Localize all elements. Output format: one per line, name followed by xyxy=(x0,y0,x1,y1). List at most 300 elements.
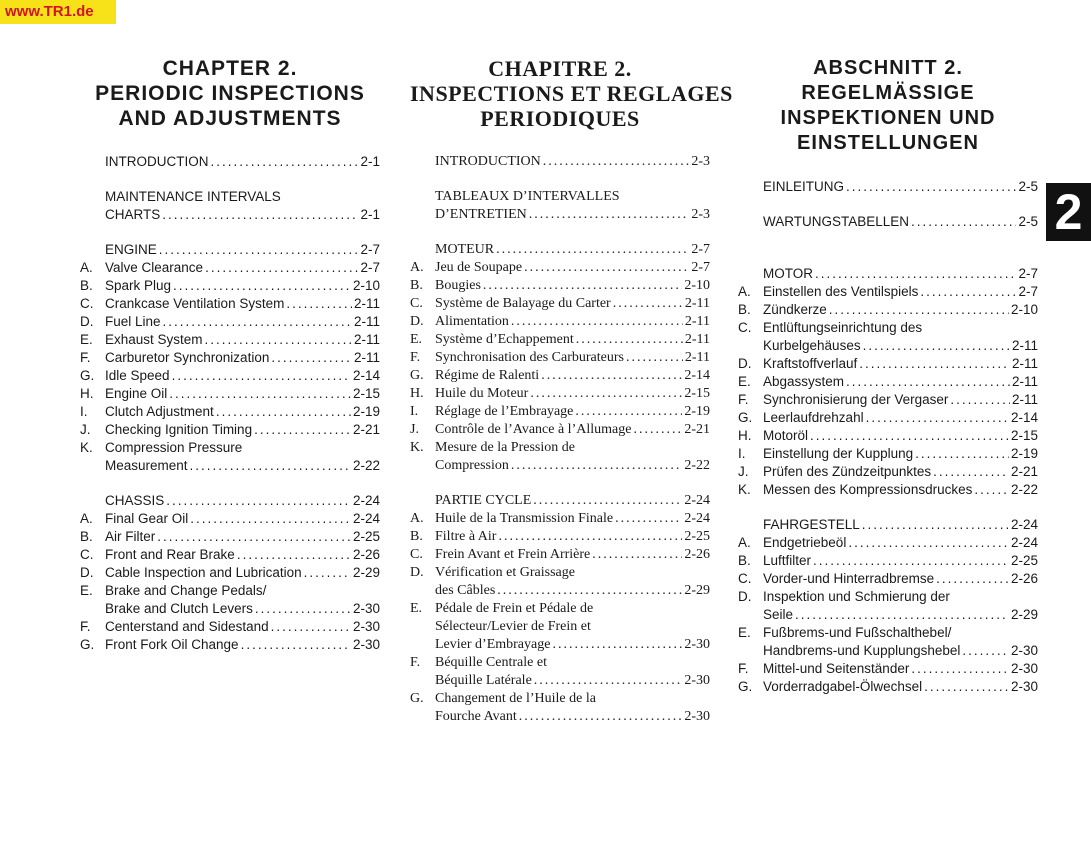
toc-entry-page: 2-19 xyxy=(352,404,380,419)
toc-leader-dots xyxy=(541,367,682,385)
toc-entry-page: 2-7 xyxy=(360,260,380,275)
toc-entry-title: Idle Speed xyxy=(105,368,170,383)
toc-entry-title: Bougies xyxy=(435,278,481,293)
toc-leader-dots xyxy=(543,153,690,171)
toc-entry-letter: F. xyxy=(738,392,749,407)
toc-leader-dots xyxy=(533,492,682,510)
toc-entry-letter: B. xyxy=(738,553,751,568)
toc-leader-dots xyxy=(216,403,351,421)
toc-leader-dots xyxy=(483,277,682,295)
toc-entry-letter: C. xyxy=(80,296,94,311)
toc-leader-dots xyxy=(271,618,351,636)
toc-spacer xyxy=(410,224,710,241)
toc-entry xyxy=(410,153,710,171)
column-german xyxy=(738,56,1038,694)
toc-entry-title: Final Gear Oil xyxy=(105,511,189,526)
toc-entry-letter: E. xyxy=(738,374,751,389)
toc-entry-letter: C. xyxy=(80,547,94,562)
toc-entry-page: 2-11 xyxy=(684,296,710,311)
toc-entry-letter: I. xyxy=(80,404,88,419)
toc-leader-dots xyxy=(626,349,683,367)
toc-entry xyxy=(738,606,1038,624)
toc-entry-letter: A. xyxy=(410,260,424,275)
toc-entry-page: 2-24 xyxy=(352,511,380,526)
toc-entry-letter: B. xyxy=(410,278,423,293)
toc-entry-page: 2-7 xyxy=(691,242,710,257)
toc-entry-page: 2-10 xyxy=(684,278,710,293)
toc-entry-page: 2-3 xyxy=(691,207,710,222)
toc-leader-dots xyxy=(974,481,1009,499)
toc-entry-letter: H. xyxy=(738,428,752,443)
toc-entry-letter: J. xyxy=(410,422,419,437)
toc-leader-dots xyxy=(575,403,682,421)
toc-entry-page: 2-30 xyxy=(1010,643,1038,658)
toc-leader-dots xyxy=(241,636,351,654)
toc-entry-page: 2-19 xyxy=(1010,446,1038,461)
toc-entry-page: 2-29 xyxy=(352,565,380,580)
toc-entry-page: 2-14 xyxy=(684,368,710,383)
toc-leader-dots xyxy=(498,528,682,546)
toc-entry-title: FAHRGESTELL xyxy=(763,517,860,532)
toc-leader-dots xyxy=(911,660,1009,678)
toc-entry-page: 2-14 xyxy=(1010,410,1038,425)
toc-entry-letter: F. xyxy=(410,350,421,365)
toc-entry xyxy=(80,153,380,171)
toc-entry-title: Carburetor Synchronization xyxy=(105,350,270,365)
toc-leader-dots xyxy=(205,331,352,349)
toc-entry-page: 2-11 xyxy=(1011,374,1038,389)
toc-entry-page: 2-30 xyxy=(352,619,380,634)
toc-entry-page: 2-11 xyxy=(1011,392,1038,407)
toc-entry-title: Frein Avant et Frein Arrière xyxy=(435,547,591,562)
toc-entry xyxy=(410,188,710,206)
toc-entry xyxy=(738,660,1038,678)
chapter-heading-en xyxy=(80,56,380,131)
toc-entry-title: Leerlaufdrehzahl xyxy=(763,410,864,425)
toc-entry-title: Système de Balayage du Carter xyxy=(435,296,611,311)
toc-entry xyxy=(410,313,710,331)
toc-entry-title: Exhaust System xyxy=(105,332,203,347)
toc-entry-page: 2-15 xyxy=(1010,428,1038,443)
toc-entry xyxy=(80,618,380,636)
toc-entry-letter: D. xyxy=(738,356,752,371)
toc-entry xyxy=(410,546,710,564)
toc-entry-title: Measurement xyxy=(105,458,188,473)
toc-entry-page: 2-19 xyxy=(684,404,710,419)
toc-entry-letter: A. xyxy=(738,284,751,299)
toc-entry-page: 2-10 xyxy=(1010,302,1038,317)
toc-entry-title: Abgassystem xyxy=(763,374,845,389)
toc-entry-page: 2-24 xyxy=(684,493,710,508)
toc-entry-title: Valve Clearance xyxy=(105,260,204,275)
toc-entry-page: 2-3 xyxy=(691,154,710,169)
toc-entry-title: Crankcase Ventilation System xyxy=(105,296,285,311)
heading-line: PERIODIC INSPECTIONS xyxy=(95,82,365,105)
toc-entry xyxy=(738,283,1038,301)
toc-entry-title: TABLEAUX D’INTERVALLES xyxy=(435,189,620,204)
toc-leader-dots xyxy=(524,259,689,277)
toc-spacer xyxy=(738,231,1038,248)
toc-entry-title: Pédale de Frein et Pédale de xyxy=(435,601,594,616)
toc-entry xyxy=(738,409,1038,427)
toc-spacer xyxy=(80,224,380,241)
toc-entry-page: 2-21 xyxy=(352,422,380,437)
chapter-heading-fr xyxy=(410,56,733,131)
toc-leader-dots xyxy=(848,534,1009,552)
toc-entry xyxy=(80,600,380,618)
toc-entry xyxy=(410,259,710,277)
toc-leader-dots xyxy=(497,582,682,600)
toc-entry-letter: B. xyxy=(80,278,93,293)
toc-leader-dots xyxy=(496,241,689,259)
toc-entry-letter: F. xyxy=(738,661,749,676)
toc-entry-letter: E. xyxy=(410,601,423,616)
toc-entry-letter: C. xyxy=(410,547,423,562)
toc-leader-dots xyxy=(534,672,683,690)
toc-leader-dots xyxy=(924,678,1009,696)
toc-entry xyxy=(738,534,1038,552)
toc-entry-title: Front Fork Oil Change xyxy=(105,637,239,652)
heading-line: CHAPTER 2. xyxy=(162,57,298,80)
toc-entry xyxy=(738,355,1038,373)
heading-line: PERIODIQUES xyxy=(480,106,640,131)
toc-entry-title: Front and Rear Brake xyxy=(105,547,235,562)
toc-entry-title: Béquille Centrale et xyxy=(435,655,547,670)
toc-entry-page: 2-11 xyxy=(353,332,380,347)
toc-entry-title: Synchronisation des Carburateurs xyxy=(435,350,624,365)
toc-entry xyxy=(80,313,380,331)
toc-leader-dots xyxy=(920,283,1016,301)
toc-entry-page: 2-11 xyxy=(1011,338,1038,353)
toc-entry-title: WARTUNGSTABELLEN xyxy=(763,214,910,229)
toc-spacer xyxy=(738,499,1038,516)
toc-entry xyxy=(80,385,380,403)
toc-leader-dots xyxy=(552,636,682,654)
toc-entry-title: EINLEITUNG xyxy=(763,179,845,194)
toc-leader-dots xyxy=(846,373,1010,391)
toc-entry-title: Levier d’Embrayage xyxy=(435,637,551,652)
toc-entry-title: Alimentation xyxy=(435,314,509,329)
toc-entry xyxy=(80,349,380,367)
toc-entry-page: 2-30 xyxy=(352,637,380,652)
toc-entry xyxy=(410,690,710,708)
toc-entry-letter: B. xyxy=(410,529,423,544)
toc-entry xyxy=(410,618,710,636)
toc-entry-title: Brake and Clutch Levers xyxy=(105,601,253,616)
toc-entry-page: 2-1 xyxy=(360,207,380,222)
toc-entry-page: 2-30 xyxy=(1010,679,1038,694)
toc-leader-dots xyxy=(511,313,683,331)
toc-leader-dots xyxy=(205,259,358,277)
toc-entry-title: Béquille Latérale xyxy=(435,673,532,688)
toc-leader-dots xyxy=(166,492,351,510)
toc-entry-letter: G. xyxy=(738,679,753,694)
toc-entry-letter: D. xyxy=(738,589,752,604)
toc-entry-page: 2-21 xyxy=(684,422,710,437)
toc-leader-dots xyxy=(795,606,1009,624)
toc-entry-page: 2-14 xyxy=(352,368,380,383)
column-french xyxy=(410,56,733,724)
toc-entry-page: 2-26 xyxy=(1010,571,1038,586)
heading-line: INSPECTIONS ET REGLAGES xyxy=(410,81,733,106)
toc-entry-title: Compression xyxy=(435,458,509,473)
toc-entry-title: Spark Plug xyxy=(105,278,172,293)
toc-entry xyxy=(410,385,710,403)
toc-entry-title: Mesure de la Pression de xyxy=(435,440,575,455)
toc-entry-page: 2-5 xyxy=(1018,214,1038,229)
toc-entry-letter: C. xyxy=(738,320,752,335)
toc-entry xyxy=(738,516,1038,534)
toc-entry-title: Air Filter xyxy=(105,529,156,544)
toc-entry-letter: G. xyxy=(738,410,753,425)
toc-entry xyxy=(410,672,710,690)
toc-entry-letter: D. xyxy=(410,314,424,329)
toc-entry-title: Clutch Adjustment xyxy=(105,404,214,419)
toc-entry xyxy=(410,600,710,618)
toc-entry-title: Inspektion und Schmierung der xyxy=(763,589,950,604)
toc-entry-title: Vérification et Graissage xyxy=(435,565,575,580)
watermark: www.TR1.de xyxy=(0,0,116,24)
toc-entry-title: Cable Inspection and Lubrication xyxy=(105,565,302,580)
toc-entry-title: Zündkerze xyxy=(763,302,827,317)
toc-leader-dots xyxy=(190,510,351,528)
toc-entry xyxy=(410,439,710,457)
toc-entry xyxy=(410,241,710,259)
toc-entry-title: PARTIE CYCLE xyxy=(435,493,532,508)
toc-leader-dots xyxy=(592,546,682,564)
toc-entry-letter: G. xyxy=(80,637,95,652)
toc-entry-title: Contrôle de l’Avance à l’Allumage xyxy=(435,422,632,437)
toc-entry xyxy=(80,188,380,206)
toc-entry-letter: F. xyxy=(80,350,91,365)
toc-entry-letter: K. xyxy=(410,440,424,455)
toc-leader-dots xyxy=(163,313,352,331)
toc-entry-page: 2-11 xyxy=(353,314,380,329)
toc-entry-title: Messen des Kompressionsdruckes xyxy=(763,482,973,497)
toc-entry-page: 2-25 xyxy=(352,529,380,544)
toc-entry xyxy=(738,463,1038,481)
toc-entry-title: Brake and Change Pedals/ xyxy=(105,583,267,598)
toc-entry xyxy=(410,367,710,385)
toc-entry xyxy=(80,636,380,654)
toc-entry-letter: B. xyxy=(80,529,93,544)
toc-entry-page: 2-30 xyxy=(684,673,710,688)
toc-leader-dots xyxy=(846,178,1016,196)
toc-leader-dots xyxy=(859,355,1010,373)
toc-entry-title: Engine Oil xyxy=(105,386,168,401)
toc-entry xyxy=(738,213,1038,231)
toc-entry-title: Seile xyxy=(763,607,794,622)
toc-leader-dots xyxy=(254,421,351,439)
toc-entry-letter: J. xyxy=(80,422,91,437)
toc-entry-page: 2-22 xyxy=(684,458,710,473)
toc-entry-title: Fußbrems-und Fußschalthebel/ xyxy=(763,625,952,640)
toc-spacer xyxy=(738,196,1038,213)
toc-entry-title: Vorderradgabel-Ölwechsel xyxy=(763,679,923,694)
heading-line: REGELMÄSSIGE xyxy=(801,82,975,104)
toc-entry-page: 2-26 xyxy=(352,547,380,562)
toc-entry-page: 2-22 xyxy=(352,458,380,473)
toc-entry xyxy=(80,564,380,582)
toc-entry xyxy=(410,206,710,224)
toc-entry-title: Fuel Line xyxy=(105,314,161,329)
toc-entry-page: 2-29 xyxy=(1010,607,1038,622)
toc-entry-title: Endgetriebeöl xyxy=(763,535,847,550)
toc-entry-letter: E. xyxy=(80,583,93,598)
toc-entry-page: 2-5 xyxy=(1018,179,1038,194)
toc-spacer xyxy=(410,475,710,492)
toc-entry-letter: A. xyxy=(80,511,93,526)
toc-leader-dots xyxy=(576,331,683,349)
toc-entry-title: Luftfilter xyxy=(763,553,812,568)
toc-entry xyxy=(410,528,710,546)
toc-entry xyxy=(80,367,380,385)
toc-entry xyxy=(738,265,1038,283)
toc-entry-title: MAINTENANCE INTERVALS xyxy=(105,189,281,204)
toc-entry-title: Sélecteur/Levier de Frein et xyxy=(435,619,591,634)
toc-entry xyxy=(738,588,1038,606)
toc-entry-page: 2-7 xyxy=(1018,284,1038,299)
toc-entry xyxy=(80,331,380,349)
toc-entry xyxy=(738,642,1038,660)
toc-entry-letter: G. xyxy=(80,368,95,383)
toc-leader-dots xyxy=(237,546,351,564)
toc-entry-title: Huile de la Transmission Finale xyxy=(435,511,614,526)
toc-entry-title: Centerstand and Sidestand xyxy=(105,619,269,634)
heading-line: ABSCHNITT 2. xyxy=(813,57,963,79)
toc-entry-letter: C. xyxy=(738,571,752,586)
toc-leader-dots xyxy=(829,301,1009,319)
toc-entry-page: 2-24 xyxy=(1010,517,1038,532)
toc-entry-page: 2-10 xyxy=(352,278,380,293)
toc-leader-dots xyxy=(173,277,351,295)
toc-leader-dots xyxy=(211,153,359,171)
toc-entry-page: 2-11 xyxy=(353,296,380,311)
toc-entry-title: INTRODUCTION xyxy=(435,154,541,169)
toc-entry-letter: G. xyxy=(410,691,424,706)
toc-entry-page: 2-25 xyxy=(684,529,710,544)
toc-leader-dots xyxy=(529,206,690,224)
toc-entry-letter: E. xyxy=(80,332,93,347)
toc-entry xyxy=(738,678,1038,696)
toc-entry xyxy=(80,439,380,457)
toc-entry xyxy=(738,552,1038,570)
toc-entry xyxy=(738,481,1038,499)
toc-entry xyxy=(738,337,1038,355)
toc-entry xyxy=(80,546,380,564)
toc-entry-letter: K. xyxy=(80,440,93,455)
toc-entry-page: 2-11 xyxy=(353,350,380,365)
toc-entry-title: Mittel-und Seitenständer xyxy=(763,661,910,676)
toc-entry xyxy=(80,457,380,475)
toc-entry-letter: D. xyxy=(410,565,424,580)
toc-entry-page: 2-21 xyxy=(1010,464,1038,479)
toc-entry-title: Motoröl xyxy=(763,428,809,443)
chapter-heading-de xyxy=(738,56,1038,156)
toc-entry xyxy=(738,570,1038,588)
toc-entry-title: MOTOR xyxy=(763,266,813,281)
toc-leader-dots xyxy=(169,385,351,403)
toc-entry-title: Prüfen des Zündzeitpunktes xyxy=(763,464,932,479)
toc-entry-letter: I. xyxy=(410,404,419,419)
toc-leader-dots xyxy=(633,421,682,439)
toc-entry xyxy=(80,241,380,259)
toc-entry-title: Filtre à Air xyxy=(435,529,497,544)
toc-entry xyxy=(410,331,710,349)
toc-entry-title: des Câbles xyxy=(435,583,496,598)
toc-entry-page: 2-1 xyxy=(360,154,380,169)
toc-entry xyxy=(738,319,1038,337)
heading-line: CHAPITRE 2. xyxy=(488,56,632,81)
toc-entry xyxy=(80,295,380,313)
toc-entry-page: 2-15 xyxy=(352,386,380,401)
toc-entry-title: Huile du Moteur xyxy=(435,386,529,401)
toc-entry xyxy=(738,391,1038,409)
toc-entry-letter: A. xyxy=(80,260,93,275)
toc-entry-letter: I. xyxy=(738,446,746,461)
toc-entry-letter: C. xyxy=(410,296,423,311)
toc-leader-dots xyxy=(615,510,682,528)
toc-entry-letter: H. xyxy=(410,386,424,401)
toc-en xyxy=(80,153,380,654)
toc-entry-letter: A. xyxy=(738,535,751,550)
toc-entry-page: 2-11 xyxy=(684,314,710,329)
toc-leader-dots xyxy=(530,385,682,403)
toc-entry-title: CHARTS xyxy=(105,207,161,222)
toc-entry-title: INTRODUCTION xyxy=(105,154,209,169)
toc-entry-letter: J. xyxy=(738,464,749,479)
column-english xyxy=(80,56,380,652)
toc-entry-page: 2-24 xyxy=(684,511,710,526)
toc-entry-page: 2-30 xyxy=(1010,661,1038,676)
toc-entry-page: 2-11 xyxy=(684,332,710,347)
toc-entry-letter: D. xyxy=(80,314,94,329)
toc-entry xyxy=(80,582,380,600)
toc-entry xyxy=(80,421,380,439)
toc-entry-letter: A. xyxy=(410,511,424,526)
chapter-tab: 2 xyxy=(1046,183,1091,241)
toc-spacer xyxy=(410,171,710,188)
toc-spacer xyxy=(80,171,380,188)
toc-entry xyxy=(410,457,710,475)
toc-entry xyxy=(410,349,710,367)
toc-entry-title: MOTEUR xyxy=(435,242,495,257)
toc-entry xyxy=(410,277,710,295)
toc-entry xyxy=(410,654,710,672)
toc-leader-dots xyxy=(810,427,1009,445)
heading-line: AND ADJUSTMENTS xyxy=(118,107,342,130)
toc-entry-title: CHASSIS xyxy=(105,493,165,508)
toc-leader-dots xyxy=(866,409,1009,427)
toc-leader-dots xyxy=(915,445,1009,463)
toc-entry xyxy=(410,582,710,600)
toc-entry-letter: F. xyxy=(80,619,91,634)
toc-leader-dots xyxy=(613,295,683,313)
toc-entry-title: Système d’Echappement xyxy=(435,332,574,347)
toc-entry xyxy=(410,492,710,510)
toc-leader-dots xyxy=(519,708,683,726)
toc-entry-title: Vorder-und Hinterradbremse xyxy=(763,571,935,586)
toc-entry xyxy=(410,421,710,439)
toc-entry-page: 2-24 xyxy=(352,493,380,508)
toc-leader-dots xyxy=(162,206,358,224)
toc-entry-title: Réglage de l’Embrayage xyxy=(435,404,574,419)
toc-entry xyxy=(80,403,380,421)
toc-entry xyxy=(410,564,710,582)
toc-de xyxy=(738,178,1038,696)
toc-entry xyxy=(738,624,1038,642)
toc-leader-dots xyxy=(271,349,352,367)
